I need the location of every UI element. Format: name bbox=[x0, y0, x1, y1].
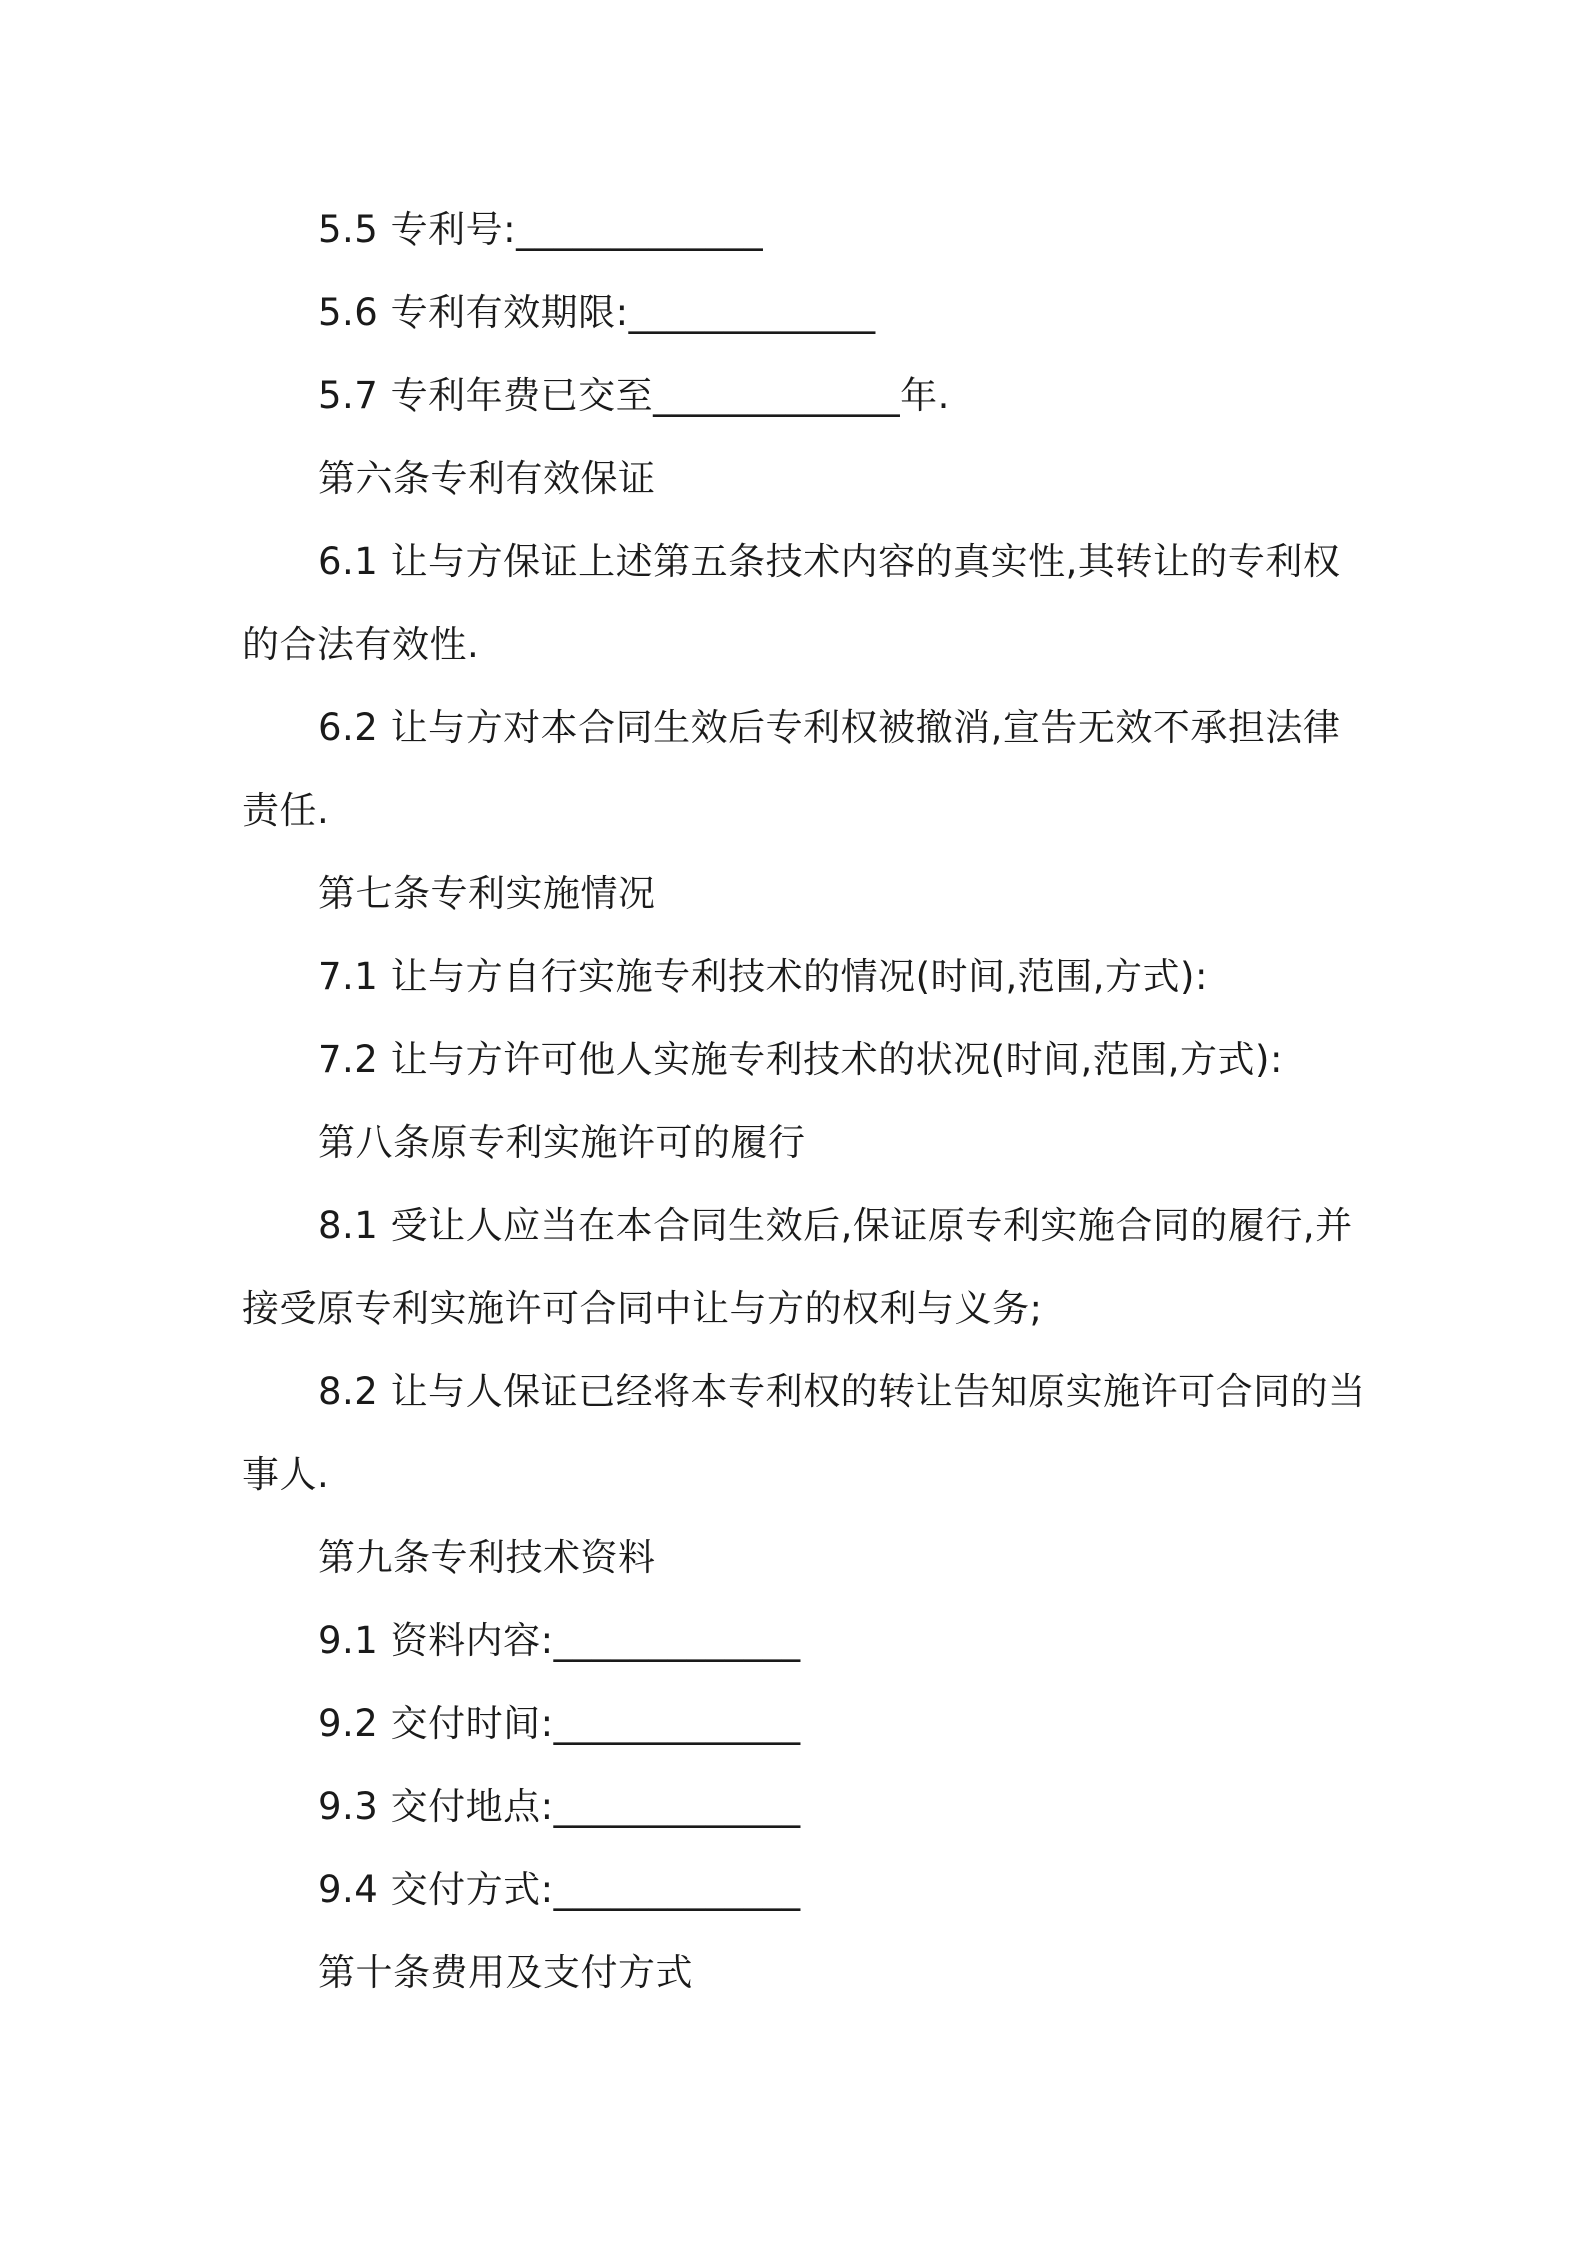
article-7-heading: 第七条专利实施情况 bbox=[318, 872, 656, 915]
clause-9-4-delivery-method: 9.4 交付方式:_____________ bbox=[318, 1868, 801, 1911]
clause-8-2-line-1: 8.2 让与人保证已经将本专利权的转让告知原实施许可合同的当 bbox=[318, 1370, 1366, 1413]
clause-8-2-line-2: 事人. bbox=[242, 1453, 330, 1496]
clause-7-1: 7.1 让与方自行实施专利技术的情况(时间,范围,方式): bbox=[318, 955, 1208, 998]
article-8-heading: 第八条原专利实施许可的履行 bbox=[318, 1121, 806, 1164]
clause-9-1-content: 9.1 资料内容:_____________ bbox=[318, 1619, 801, 1662]
clause-9-2-delivery-time: 9.2 交付时间:_____________ bbox=[318, 1702, 801, 1745]
clause-6-1-line-1: 6.1 让与方保证上述第五条技术内容的真实性,其转让的专利权 bbox=[318, 540, 1341, 583]
clause-5-7-annual-fee: 5.7 专利年费已交至_____________年. bbox=[318, 374, 950, 417]
article-10-heading: 第十条费用及支付方式 bbox=[318, 1951, 693, 1994]
article-9-heading: 第九条专利技术资料 bbox=[318, 1536, 656, 1579]
clause-8-1-line-1: 8.1 受让人应当在本合同生效后,保证原专利实施合同的履行,并 bbox=[318, 1204, 1353, 1247]
clause-6-2-line-2: 责任. bbox=[242, 789, 330, 832]
article-6-heading: 第六条专利有效保证 bbox=[318, 457, 656, 500]
clause-5-5-patent-number: 5.5 专利号:_____________ bbox=[318, 208, 764, 251]
clause-8-1-line-2: 接受原专利实施许可合同中让与方的权利与义务; bbox=[242, 1287, 1043, 1330]
clause-6-2-line-1: 6.2 让与方对本合同生效后专利权被撤消,宣告无效不承担法律 bbox=[318, 706, 1341, 749]
clause-6-1-line-2: 的合法有效性. bbox=[242, 623, 480, 666]
clause-7-2: 7.2 让与方许可他人实施专利技术的状况(时间,范围,方式): bbox=[318, 1038, 1283, 1081]
clause-5-6-patent-validity: 5.6 专利有效期限:_____________ bbox=[318, 291, 876, 334]
clause-9-3-delivery-place: 9.3 交付地点:_____________ bbox=[318, 1785, 801, 1828]
